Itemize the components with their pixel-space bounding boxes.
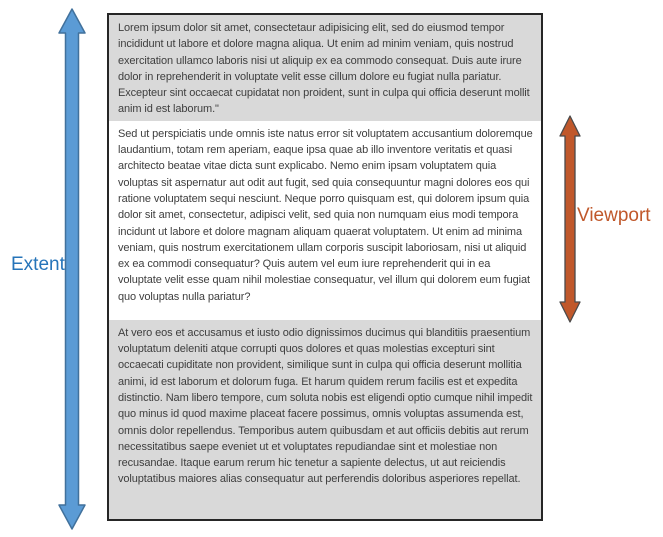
paragraph-bottom-outside-viewport: At vero eos et accusamus et iusto odio dignissimos ducimus qui blanditiis praesentium voluptatum deleniti atque corrupti quos dolores et quas molestias excepturi sint occaecati cupiditate non provident, similique sunt in culpa qui officia deserunt mollitia animi, id est laborum et dolorum fuga. Et harum quidem rerum facilis est et expedita distinctio. Nam libero tempore, cum soluta nobis est eligendi optio cumque nihil impedit quo minus id quod maxime placeat facere possimus, omnis voluptas assumenda est, omnis dolor repellendus. Temporibus autem quibusdam et aut officiis debitis aut rerum necessitatibus saepe eveniet ut et voluptates repudiandae sint et molestiae non recusandae. Itaque earum rerum hic tenetur a sapiente delectus, ut aut reiciendis voluptatibus maiores alias consequatur aut perferendis doloribus asperiores repellat. xyxy=(109,320,541,519)
viewport-label: Viewport xyxy=(577,205,651,226)
extent-content-box xyxy=(107,13,543,521)
extent-label: Extent xyxy=(11,254,65,275)
paragraph-top-outside-viewport: Lorem ipsum dolor sit amet, consectetaur adipisicing elit, sed do eiusmod tempor incididunt ut labore et dolore magna aliqua. Ut enim ad minim veniam, quis nostrud exercitation ullamco laboris nisi ut aliquip ex ea commodo consequat. Duis aute irure dolor in reprehenderit in voluptate velit esse cillum dolore eu fugiat nulla pariatur. Excepteur sint occaecat cupidatat non proident, sunt in culpa qui officia deserunt mollit anim id est laborum." xyxy=(109,15,541,121)
paragraph-visible-in-viewport: Sed ut perspiciatis unde omnis iste natus error sit voluptatem accusantium doloremque laudantium, totam rem aperiam, eaque ipsa quae ab illo inventore veritatis et quasi architecto beatae vitae dicta sunt explicabo. Nemo enim ipsam voluptatem quia voluptas sit aspernatur aut odit aut fugit, sed quia consequuntur magni dolores eos qui ratione voluptatem sequi nesciunt. Neque porro quisquam est, qui dolorem ipsum quia dolor sit amet, consectetur, adipisci velit, sed quia non numquam eius modi tempora incidunt ut labore et dolore magnam aliquam quaerat voluptatem. Ut enim ad minima veniam, quis nostrum exercitationem ullam corporis suscipit laboriosam, nisi ut aliquid ex ea commodi consequatur? Quis autem vel eum iure reprehenderit qui in ea voluptate velit esse quam nihil molestiae consequatur, vel illum qui dolorem eum fugiat quo voluptas nulla pariatur? xyxy=(109,121,541,320)
